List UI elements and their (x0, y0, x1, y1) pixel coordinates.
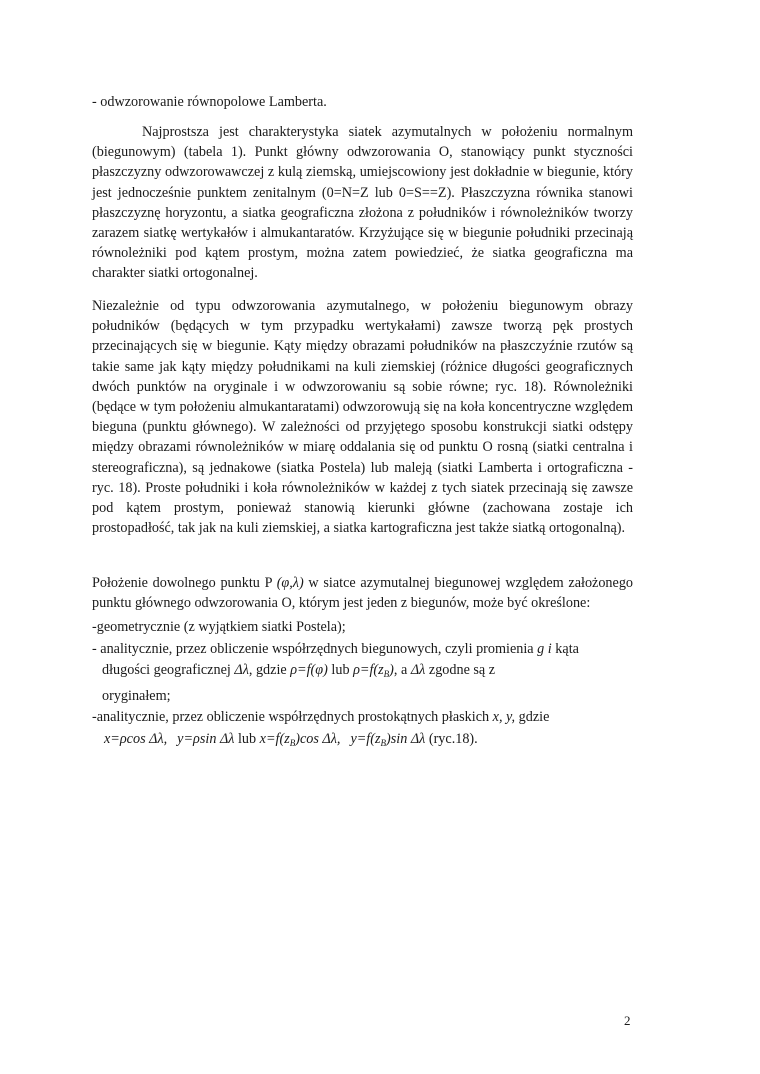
page-number: 2 (624, 1013, 631, 1028)
text-fragment: zgodne są z (425, 662, 496, 679)
text-fragment: lub (234, 730, 260, 747)
math-point-coordinates: (φ,λ) (276, 575, 304, 591)
math-equation: y=ρsin Δλ (177, 730, 235, 747)
math-equation: ) (389, 662, 394, 679)
paragraph-text: Niezależnie od typu odwzorowania azymutalnego, w położeniu biegunowym obrazy południków (będących w tym przypadku wertykałami) zawsze tworzą pęk prostych przecinających się w biegunie. Kąty między obrazami południków na płaszczyźnie rzutów są takie same jak kąty między południkami na kuli ziemskiej (różnice długości geograficznych dwóch punktów na oryginale i w odwzorowaniu są sobie równe; ryc. 18). Równoleżniki (będące w tym położeniu almukantaratami) odwzorowują się na koła koncentryczne względem bieguna (punktu głównego). W zależności od przyjętego sposobu konstrukcji siatki odstępy między obrazami równoleżników w miarę oddalania się od punktu O rosną (siatki centralna i stereograficzna), są jednakowe (siatka Postela) lub maleją (siatki Lamberta i ortograficzna - ryc. 18). Proste południki i koła równoleżników w każdej z tych siatek przecinają się zawsze pod kątem prostym, ponieważ stanowią kierunki główne (zachowana zostaje ich prostopadłość, tak jak na kuli ziemskiej, a siatka kartograficzna jest także siatką ortogonalną). (92, 298, 633, 537)
text-fragment: Położenie dowolnego punktu P (92, 575, 272, 591)
math-delta-lambda: Δλ (234, 662, 249, 679)
text-fragment: - analitycznie, przez obliczenie współrzędnych biegunowych, czyli promienia (92, 640, 538, 657)
list-item-analytic-polar (92, 639, 633, 661)
text-fragment: i (547, 640, 552, 657)
math-variable: x, y, (492, 709, 516, 726)
text-fragment: , a (393, 662, 411, 679)
paragraph-point-position (92, 573, 633, 754)
text-fragment: kąta (551, 640, 579, 657)
text-fragment: (ryc.18). (425, 730, 478, 747)
math-equation: ρ=f(z (353, 662, 384, 679)
math-equation: ρ=f(φ) (290, 662, 328, 679)
paragraph-azimuthal-projection (92, 296, 633, 538)
text-fragment: długości geograficznej (102, 662, 235, 679)
math-variable: g (537, 640, 545, 657)
list-item-analytic-cartesian (92, 707, 633, 729)
text-fragment: w siatce azymutalnej biegunowej względem założonego punktu głównego odwzorowania O, którym jest jeden z biegunów, może być określone: (92, 575, 634, 612)
list-item-lambert: - odwzorowanie równopolowe Lamberta. (92, 94, 327, 110)
math-subscript: B (383, 669, 390, 680)
text-fragment: -analitycznie, przez obliczenie współrzędnych prostokątnych płaskich (92, 709, 493, 726)
math-equation: )cos Δλ, (295, 730, 341, 747)
paragraph-text: Najprostsza jest charakterystyka siatek azymutalnych w położeniu normalnym (biegunowym) (tabela 1). Punkt główny odwzorowania O, stanowiący punkt styczności płaszczyzny odwzorowawczej z kulą ziemską, umiejscowiony jest dokładnie w biegunie, który jest jednocześnie punktem zenitalnym (0=N=Z lub 0=S==Z). Płaszczyzna równika stanowi płaszczyznę horyzontu, a siatka geograficzna złożona z południków i równoleżników tworzy zarazem siatkę wertykałów i almukantaratów. Krzyżujące się w biegunie południki przecinają równoleżniki pod kątem prostym, można zatem powiedzieć, że siatka geograficzna ma charakter siatki ortogonalnej. (92, 124, 633, 282)
text-fragment: , gdzie (248, 662, 291, 679)
math-delta-lambda: Δλ (410, 662, 426, 679)
math-equation: y=f(z (350, 730, 381, 747)
list-item-formulas (92, 729, 633, 755)
text-fragment: gdzie (515, 709, 550, 726)
paragraph-text (92, 573, 633, 613)
list-item-continuation: oryginałem; (102, 687, 171, 704)
math-equation: )sin Δλ (386, 730, 426, 747)
math-equation: x=f(z (259, 730, 290, 747)
paragraph-polar-characteristics (92, 122, 633, 284)
math-equation: x=ρcos Δλ, (104, 730, 168, 747)
text-fragment: lub (327, 662, 354, 679)
math-subscript: B (289, 737, 296, 748)
list-item-geometric: -geometrycznie (z wyjątkiem siatki Postela); (92, 619, 346, 636)
math-subscript: B (380, 737, 386, 748)
list-item-continuation (92, 660, 633, 686)
